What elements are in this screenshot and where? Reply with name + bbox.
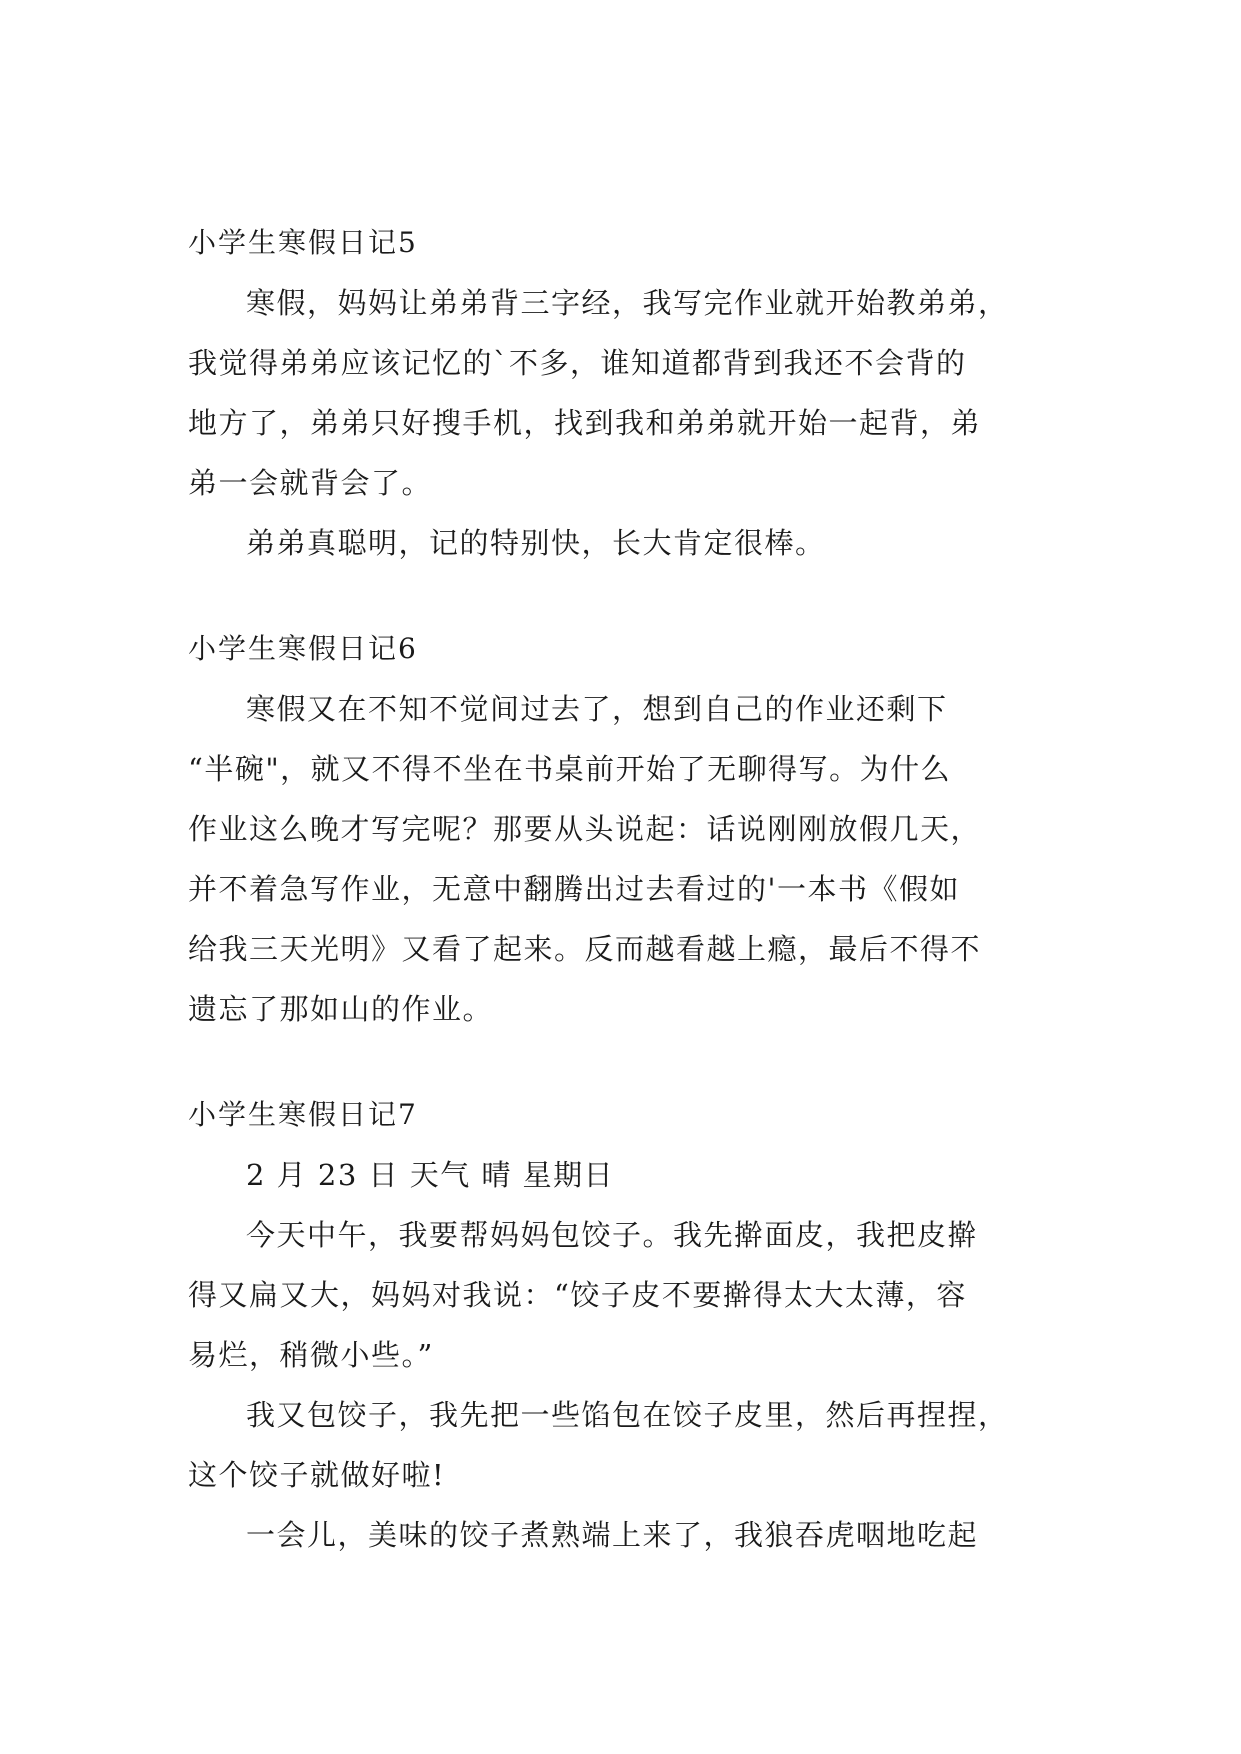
text-line: 弟一会就背会了。 <box>188 466 433 500</box>
diary-entry-6 <box>188 619 1058 1039</box>
text-line: 给我三天光明》又看了起来。反而越看越上瘾，最后不得不 <box>188 932 982 966</box>
text-line: 得又扁又大，妈妈对我说：“饺子皮不要擀得太大太薄，容 <box>188 1278 967 1312</box>
text-line: 2 月 23 日 天气 晴 星期日 <box>246 1158 615 1192</box>
entry-title: 小学生寒假日记7 <box>188 1098 418 1131</box>
paragraph <box>188 513 1058 573</box>
text-line: 弟弟真聪明，记的特别快，长大肯定很棒。 <box>246 526 826 560</box>
text-line: “半碗"，就又不得不坐在书桌前开始了无聊得写。为什么 <box>188 752 952 786</box>
paragraph <box>188 273 1058 513</box>
entry-title: 小学生寒假日记5 <box>188 226 418 259</box>
paragraph <box>188 1385 1058 1505</box>
text-line: 今天中午，我要帮妈妈包饺子。我先擀面皮，我把皮擀 <box>246 1218 979 1252</box>
text-line: 我觉得弟弟应该记忆的`不多，谁知道都背到我还不会背的 <box>188 346 967 380</box>
text-line: 易烂，稍微小些。” <box>188 1338 434 1372</box>
text-line: 寒假又在不知不觉间过去了，想到自己的作业还剩下 <box>246 692 948 726</box>
text-line: 我又包饺子，我先把一些馅包在饺子皮里，然后再捏捏， <box>246 1398 1009 1432</box>
text-line: 寒假，妈妈让弟弟背三字经，我写完作业就开始教弟弟， <box>246 286 1009 320</box>
text-line: 遗忘了那如山的作业。 <box>188 992 494 1026</box>
document-body <box>188 213 1058 1565</box>
diary-entry-5 <box>188 213 1058 573</box>
date-weather-line <box>188 1145 1058 1205</box>
paragraph <box>188 1505 1058 1565</box>
diary-entry-7 <box>188 1085 1058 1565</box>
text-line: 并不着急写作业，无意中翻腾出过去看过的'一本书《假如 <box>188 872 960 906</box>
entry-title: 小学生寒假日记6 <box>188 632 418 665</box>
text-line: 一会儿，美味的饺子煮熟端上来了，我狼吞虎咽地吃起 <box>246 1518 979 1552</box>
text-line: 这个饺子就做好啦! <box>188 1458 446 1492</box>
paragraph <box>188 679 1058 1039</box>
text-line: 地方了，弟弟只好搜手机，找到我和弟弟就开始一起背，弟 <box>188 406 982 440</box>
text-line: 作业这么晚才写完呢？那要从头说起：话说刚刚放假几天， <box>188 812 982 846</box>
paragraph <box>188 1205 1058 1385</box>
